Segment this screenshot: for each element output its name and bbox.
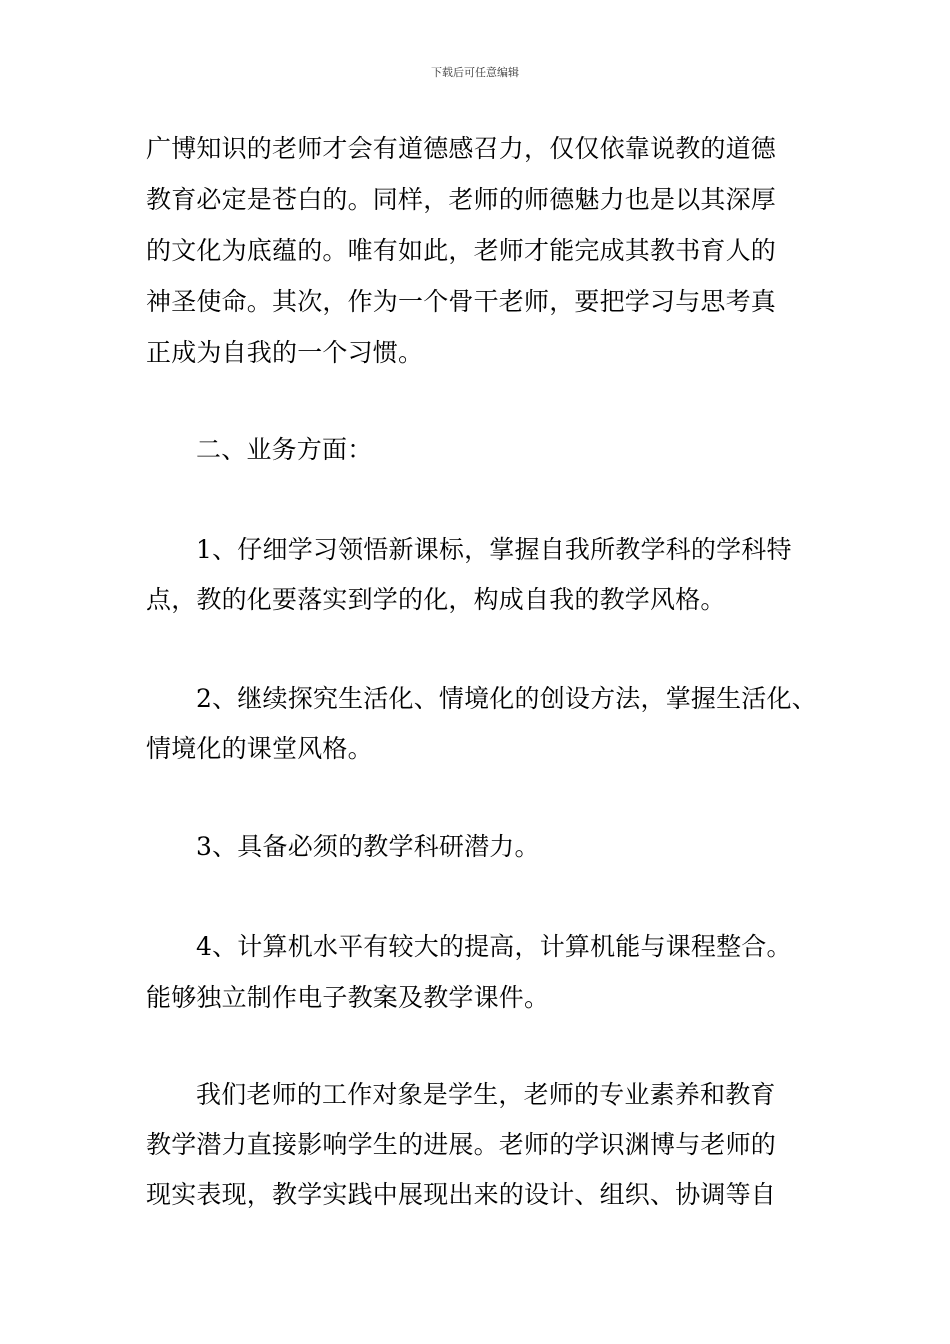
text-line: 点，教的化要落实到学的化，构成自我的教学风格。	[146, 585, 726, 614]
text-line: 正成为自我的一个习惯。	[146, 338, 424, 367]
text-line: 的文化为底蕴的。唯有如此，老师才能完成其教书育人的	[146, 236, 777, 265]
text-line: 能够独立制作电子教案及教学课件。	[146, 983, 550, 1012]
text-line: 3、具备必须的教学科研潜力。	[196, 832, 540, 861]
section-heading: 二、业务方面：	[196, 435, 373, 464]
text-line: 教学潜力直接影响学生的进展。老师的学识渊博与老师的	[146, 1130, 777, 1159]
text-line: 2、继续探究生活化、情境化的创设方法，掌握生活化、	[196, 684, 817, 713]
text-line: 情境化的课堂风格。	[146, 734, 373, 763]
download-note: 下载后可任意编辑	[431, 66, 519, 79]
text-line: 1、仔细学习领悟新课标，掌握自我所教学科的学科特	[196, 535, 792, 564]
text-line: 神圣使命。其次，作为一个骨干老师，要把学习与思考真	[146, 287, 777, 316]
text-line: 我们老师的工作对象是学生，老师的专业素养和教育	[196, 1080, 776, 1109]
text-line: 教育必定是苍白的。同样，老师的师德魅力也是以其深厚	[146, 185, 777, 214]
text-line: 4、计算机水平有较大的提高，计算机能与课程整合。	[196, 932, 792, 961]
text-line: 现实表现，教学实践中展现出来的设计、组织、协调等自	[146, 1180, 777, 1209]
text-line: 广博知识的老师才会有道德感召力，仅仅依靠说教的道德	[146, 134, 777, 163]
